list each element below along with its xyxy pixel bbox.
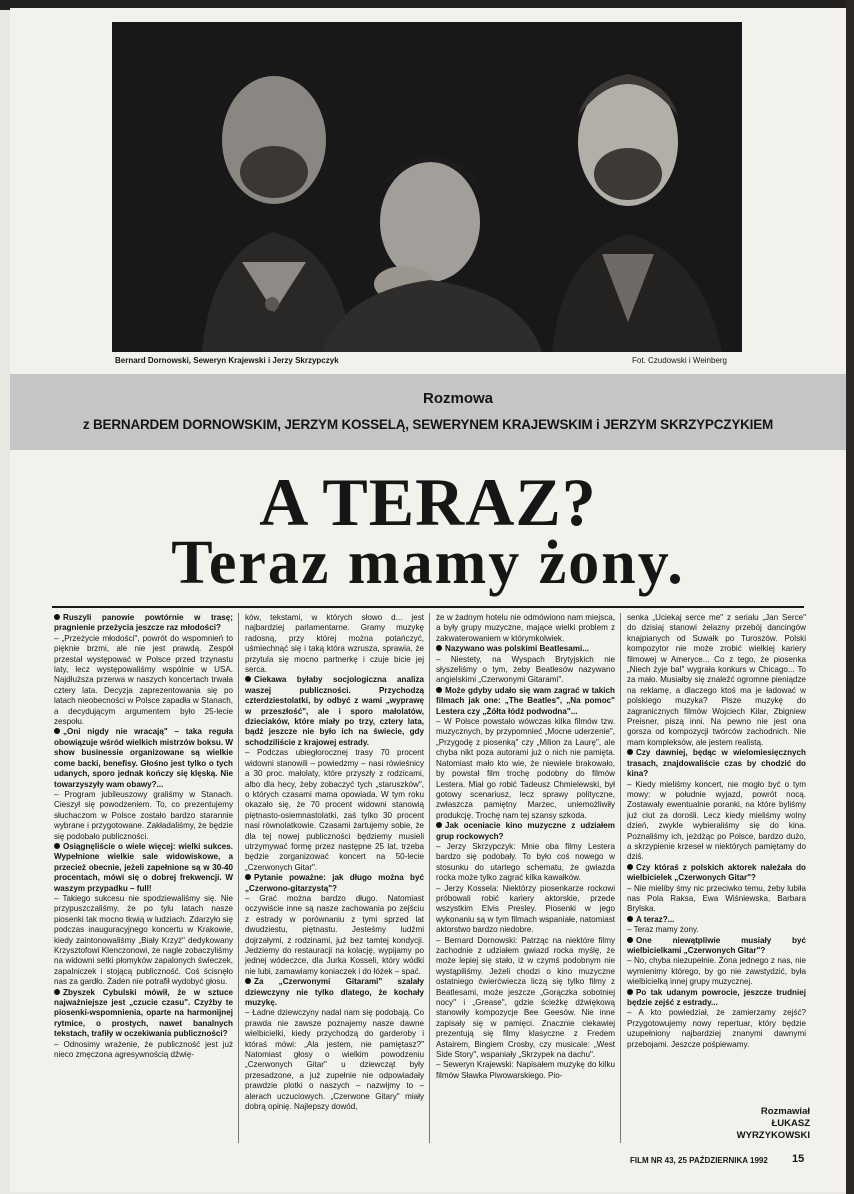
interview-answer bbox=[245, 748, 424, 873]
paragraph-text: – Jerzy Skrzypczyk: Mnie oba filmy Lestera bardzo się podobały. To było coś nowego w stosunku do utartego schematu, że gwiazda rocka może tylko zagrać kilka kawałków. bbox=[436, 841, 615, 883]
author-signature bbox=[737, 1106, 810, 1142]
interview-question bbox=[436, 821, 615, 842]
interview-answer bbox=[54, 634, 233, 728]
photo-caption-names: Bernard Dornowski, Seweryn Krajewski i Jerzy Skrzypczyk bbox=[115, 356, 339, 365]
paragraph-text: Osiągnęliście o wiele więcej: wielki sukces. Wypełnione wielkie sale widowiskowe, a przecież obecnie, jeżeli zapełnione są w 30-40 procentach, mówi się o dobrej frekwencji. W waszym przypadku – full! bbox=[54, 841, 233, 893]
interview-answer bbox=[245, 894, 424, 977]
paragraph-text: Ruszyli panowie powtórnie w trasę; pragnienie przeżycia jeszcze raz młodości? bbox=[54, 613, 233, 633]
paragraph-text: Za „Czerwonymi Gitarami" szalały dziewczyny nie tylko dlatego, że kochały muzykę. bbox=[245, 977, 424, 1008]
interview-question bbox=[245, 873, 424, 894]
paragraph-text: Nazywano was polskimi Beatlesami... bbox=[445, 644, 589, 654]
interview-answer bbox=[436, 717, 615, 821]
headline: A TERAZ? bbox=[259, 464, 597, 540]
article-column-4 bbox=[627, 613, 806, 1143]
paragraph-text: – No, chyba niezupełnie. Żona jednego z nas, nie wymienimy którego, by go nie zawstydzić, była wielbicielką innej grupy muzycznej. bbox=[627, 956, 806, 987]
article-column-3 bbox=[436, 613, 621, 1143]
paragraph-text: – Nie mieliby śmy nic przeciwko temu, żeby lubiła nas Pola Raksa, Ewa Wiśniewska, Barbara Brylska. bbox=[627, 883, 806, 914]
bullet-icon bbox=[54, 989, 60, 995]
interview-question bbox=[245, 977, 424, 1008]
paragraph-text: ków, tekstami, w których słowo d... jest najbardziej parlamentarne. Gramy muzykę radosną, przy której można potańczyć, uśmiechnąć się i taką która wzrusza, sprawia, że przytula się mocno partnerkę i czuje bicie jej serca. bbox=[245, 613, 424, 675]
interview-question bbox=[245, 675, 424, 748]
paragraph-text: – Jerzy Kossela: Niektórzy piosenkarze rockowi próbowali robić kariery aktorskie, przede wszystkim Elvis Presley. Piosenki w jego wykonaniu są w tym filmach wspaniałe, natomiast aktorstwo bardzo niedobre. bbox=[436, 883, 615, 935]
interview-answer bbox=[436, 884, 615, 936]
article-columns bbox=[54, 613, 806, 1143]
interview-answer bbox=[436, 613, 615, 644]
paragraph-text: Czy dawniej, będąc w wielomiesięcznych trasach, znajdowaliście czas by chodzić do kina? bbox=[627, 748, 806, 779]
paragraph-text: – Niestety, na Wyspach Brytyjskich nie słyszeliśmy o tym, żeby Beatlesów nazywano angielskimi „Czerwonymi Gitarami". bbox=[436, 654, 615, 685]
paragraph-text: – W Polsce powstało wówczas kilka filmów tzw. muzycznych, by przypomnieć „Mocne uderzenie", „Przygodę z piosenką" czy „Milion za Laurę", ale chyba nikt poza autorami już o nich nie pamięta. Natomiast mało kto wie, że niewiele brakowało, by powstał film trochę podobny do filmów Lestera. Miał go robić Tadeusz Chmielewski, był gotowy scenariusz, lecz sprawy polityczne, zwłaszcza pamiętny Marzec, uniemożliwiły produkcję. Trochę nam tej szansy szkoda. bbox=[436, 717, 615, 820]
paragraph-text: Czy któraś z polskich aktorek należała do wielbicielek „Czerwonych Gitar"? bbox=[627, 862, 806, 883]
interview-answer bbox=[627, 613, 806, 748]
paragraph-text: – Bernard Dornowski: Patrząc na niektóre filmy zachodnie z udziałem gwiazd rocka myślę, że może lepiej się stało, iż w czymś podobnym nie wystąpiliśmy. Jeżeli chodzi o kino muzyczne ostatniego ćwierćwiecza liczą się tylko filmy z Beatlesami, może jeszcze „Gorączka sobotniej nocy" i „Grease", gdzie ścieżkę dźwiękową stanowiły kompozycje Bee Geesów. Nie inne zapisały się w pamięci. Znacznie ciekawiej prezentują się filmy klasyczne z Fredem Astairem, Bingiem Crosby, czy musicale: „West Side Story", wspaniały „Skrzypek na dachu". bbox=[436, 935, 615, 1060]
interview-answer bbox=[627, 956, 806, 987]
bullet-icon bbox=[245, 978, 251, 984]
interview-question bbox=[54, 727, 233, 789]
interview-answer bbox=[54, 1040, 233, 1061]
interview-question bbox=[627, 748, 806, 779]
interview-question bbox=[54, 613, 233, 634]
interview-answer bbox=[245, 1008, 424, 1112]
interview-question bbox=[627, 863, 806, 884]
interview-question bbox=[436, 644, 615, 654]
bullet-icon bbox=[245, 676, 251, 682]
paragraph-text: – Program jubileuszowy graliśmy w Stanach. Cieszył się powodzeniem. To, co prezentujemy słuchaczom w Polsce zostało bardzo starannie wybrane i przygotowane. Zakładaliśmy, że będzie się podobało publiczności. bbox=[54, 789, 233, 841]
paragraph-text: One niewątpliwie musiały być wielbicielkami „Czerwonych Gitar"? bbox=[627, 935, 806, 955]
paragraph-text: A teraz?... bbox=[636, 914, 675, 924]
article-column-1 bbox=[54, 613, 239, 1143]
interview-question bbox=[54, 842, 233, 894]
interview-band bbox=[10, 374, 846, 450]
interview-question bbox=[627, 936, 806, 957]
paragraph-text: – A kto powiedział, że zamierzamy zejść? Przygotowujemy nowy repertuar, który będzie uzupełniony najbardziej znanymi dawnymi przebojami. Jeszcze pośpiewamy. bbox=[627, 1008, 806, 1049]
interview-answer bbox=[627, 925, 806, 935]
paragraph-text: senka „Uciekaj serce me" z serialu „Jan Serce" do dzisiaj stanowi żelazny przebój dancingów knajpianych od Suwałk po Turoszów. Polski kompozytor nie może zrobić wielkiej kariery filmowej w Ameryce... Co z tego, że piosenka „Niech żyje bal" wygrała konkurs w Chicago... To za mało. Musiałby się znaleźć ogromne pieniądze na reklamę, a dlaczego ktoś ma je ładować w polskiego muzyka? Pisze muzykę do zagranicznych filmów Wojciech Kilar, Zbigniew Preisner, piszą inni. Na pewno nie jest ona gorsza od kompozycji twórców zachodnich. Nie mam kompleksów, ale jestem realistą. bbox=[627, 613, 806, 747]
interview-answer bbox=[627, 780, 806, 863]
paragraph-text: – Odnosimy wrażenie, że publiczność jest już nieco zmęczona agresywnością dźwię- bbox=[54, 1039, 233, 1060]
magazine-page bbox=[10, 8, 846, 1192]
bullet-icon bbox=[436, 687, 442, 693]
paragraph-text: – „Przeżycie młodości", powrót do wspomnień to pięknie brzmi, ale nie jest prawdą. Zespół przestał występować w Polsce przed trzynastu laty, lecz występowaliśmy wspólnie w USA. Najdłuższa przerwa w naszych koncertach trwała cztery lata. Decyzja zaprezentowania się po latach nieobecności w Polsce zapadła w Stanach, a decydującym argumentem było 25-lecie zespołu. bbox=[54, 633, 233, 727]
interview-answer bbox=[436, 936, 615, 1061]
interview-answer bbox=[436, 655, 615, 686]
paragraph-text: „Oni nigdy nie wracają" – taka reguła obowiązuje wśród wielkich mistrzów boksu. W show businessie organizowane są wielkie come backi, benefisy. Głośno jest tylko o tych udanych, sporo jednak kończy się klęską. Nie towarzyszyły wam obawy?... bbox=[54, 727, 233, 789]
bullet-icon bbox=[627, 749, 633, 755]
article-column-2 bbox=[245, 613, 430, 1143]
interview-question bbox=[627, 988, 806, 1009]
paragraph-text: Pytanie poważne: jak długo można być „Czerwono-gitarzystą"? bbox=[245, 873, 424, 893]
bullet-icon bbox=[436, 645, 442, 651]
issue-footer: FILM NR 43, 25 PAŹDZIERNIKA 1992 bbox=[630, 1156, 768, 1165]
paragraph-text: Jak oceniacie kino muzyczne z udziałem grup rockowych? bbox=[436, 821, 615, 841]
signature-line-1: Rozmawiał bbox=[760, 1106, 810, 1117]
paragraph-text: Ciekawa byłaby socjologiczna analiza waszej publiczności. Przychodzą czterdziestolatki, by odbyć z wami „wyprawę w przeszłość", ale i sporo małolatów, dzieciaków, które miały po trzy, cztery lata, bądź jeszcze nie było ich na świecie, gdy schodziliście z krajowej estrady. bbox=[245, 675, 424, 747]
signature-line-2: ŁUKASZ bbox=[771, 1118, 810, 1129]
interview-answer bbox=[54, 790, 233, 842]
band-photo-image bbox=[112, 22, 742, 352]
paragraph-text: – Takiego sukcesu nie spodziewaliśmy się. Nie przypuszczaliśmy, że po tylu latach nasze piosenki tak mocno tkwią w ludziach. Zdarzyło się podczas inauguracyjnego koncertu w Krakowie, kiedy zaintonowaliśmy „Biały Krzyż" dedykowany Krzysztofowi Klenczonowi, że nagle zobaczyliśmy na widowni setki płomyków zapalonych świeczek, zapalniczek i stojącą publiczność. Coś ścisnęło nas za gardło. Żaden nie potrafił wydobyć głosu. bbox=[54, 893, 233, 987]
bullet-icon bbox=[54, 728, 60, 734]
page-number: 15 bbox=[792, 1153, 805, 1165]
interview-answer bbox=[627, 1008, 806, 1050]
bullet-icon bbox=[627, 937, 633, 943]
interview-question bbox=[54, 988, 233, 1040]
interview-answer bbox=[54, 894, 233, 988]
bullet-icon bbox=[54, 843, 60, 849]
paragraph-text: że w żadnym hotelu nie odmówiono nam miejsca, a były grupy muzyczne, mające wielki problem z zakwaterowaniem w którymkolwiek. bbox=[436, 613, 615, 643]
interview-answer bbox=[245, 613, 424, 675]
bullet-icon bbox=[436, 822, 442, 828]
interview-label: Rozmowa bbox=[422, 390, 493, 407]
paragraph-text: – Ładne dziewczyny nadal nam się podobają. Co prawda nie zawsze poznajemy nasze dawne wielbicielki, kiedy przychodzą do garderoby i któraś mówi: „Ala jestem, nie pamiętasz?" Natomiast głosy o wielkim powodzeniu „Czerwonych Gitar" u dziewcząt były przesadzone, a już zupełnie nie odpowiadały prawdzie plotki o naszych – nazwijmy to – alerach uczuciowych. „Czerwone Gitary" miały dobrą opinię. Najlepszy dowód, bbox=[245, 1008, 424, 1112]
headline-rule bbox=[52, 606, 804, 608]
paragraph-text: – Podczas ubiegłorocznej trasy 70 procent widowni stanowili – powiedzmy – nasi rówieśnicy a 30 proc. małolaty, które przyszły z rodzicami, albo dla hecy, żeby zobaczyć tych „staruszków", o których czasami mama opowiada. W tym roku okazało się, że 70 procent widowni stanowią piętnasto-osiemnastolatki, zaś tylko 30 procent nasi równolatkowie. Czasami żartujemy sobie, że dla tej nowej publiczności będziemy musieli utrzymywać formę przez następne 25 lat, trzeba będzie zorganizować koncert na 50-lecie „Czerwonych Gitar". bbox=[245, 748, 424, 872]
interviewees-line: z BERNARDEM DORNOWSKIM, JERZYM KOSSELĄ, SEWERYNEM KRAJEWSKIM i JERZYM SKRZYPCZYKIEM bbox=[82, 417, 774, 432]
interview-answer bbox=[627, 884, 806, 915]
bullet-icon bbox=[54, 614, 60, 620]
photo-credit: Fot. Czudowski i Weinberg bbox=[632, 356, 727, 365]
paragraph-text: – Grać można bardzo długo. Natomiast oczywiście inne są nasze zachowania po zejściu z estrady w porównaniu z tymi sprzed lat dwudziestu, piętnastu. Jesteśmy ludźmi dojrzałymi, z rodzinami, już bez tamtej kondycji. Jedziemy do restauracji na kolację, wypijamy po jednej wódeczce, dla Jurka Kosseli, który wódki nie lubi, zamawiamy koniaczek i do łóżek – spać. bbox=[245, 893, 424, 976]
paragraph-text: – Kiedy mieliśmy koncert, nie mogło być o tym mowy: w południe wyjazd, powrót nocą. Zostawały ewentualnie poranki, na które byliśmy już ciut za dorośli. Lecz kiedy mieliśmy wolny dzień, zwykle wybieraliśmy się do kina. Poznaliśmy ich, jeżdżąc po Polsce, bardzo dużo, a skrzypienie krzeseł w niektórych pamiętamy do dziś. bbox=[627, 779, 806, 862]
band-photo bbox=[112, 22, 742, 352]
interview-answer bbox=[436, 1060, 615, 1081]
paragraph-text: Po tak udanym powrocie, jeszcze trudniej będzie zejść z estrady... bbox=[627, 987, 806, 1008]
scan-edge-right bbox=[846, 0, 854, 1194]
bullet-icon bbox=[627, 864, 633, 870]
paragraph-text: – Teraz mamy żony. bbox=[627, 925, 699, 935]
bullet-icon bbox=[245, 874, 251, 880]
signature-line-3: WYRZYKOWSKI bbox=[736, 1130, 810, 1141]
subheadline: Teraz mamy żony. bbox=[171, 529, 685, 597]
interview-answer bbox=[436, 842, 615, 884]
interview-question bbox=[436, 686, 615, 717]
bullet-icon bbox=[627, 989, 633, 995]
paragraph-text: Zbyszek Cybulski mówił, że w sztuce najważniejsze jest „czucie czasu". Czyżby te piosenki-wspomnienia, oparte na harmonijnej rytmice, o prostych, nawet banalnych tekstach, trafiły w oczekiwania publiczności? bbox=[54, 987, 233, 1039]
bullet-icon bbox=[627, 916, 633, 922]
paragraph-text: – Seweryn Krajewski: Napisałem muzykę do kilku filmów Sławka Piwowarskiego. Pio- bbox=[436, 1060, 615, 1080]
paragraph-text: Może gdyby udało się wam zagrać w takich filmach jak one: „The Beatles", „Na pomoc" Lestera czy „Żółta łódź podwodna"... bbox=[436, 685, 615, 716]
interview-question bbox=[627, 915, 806, 925]
